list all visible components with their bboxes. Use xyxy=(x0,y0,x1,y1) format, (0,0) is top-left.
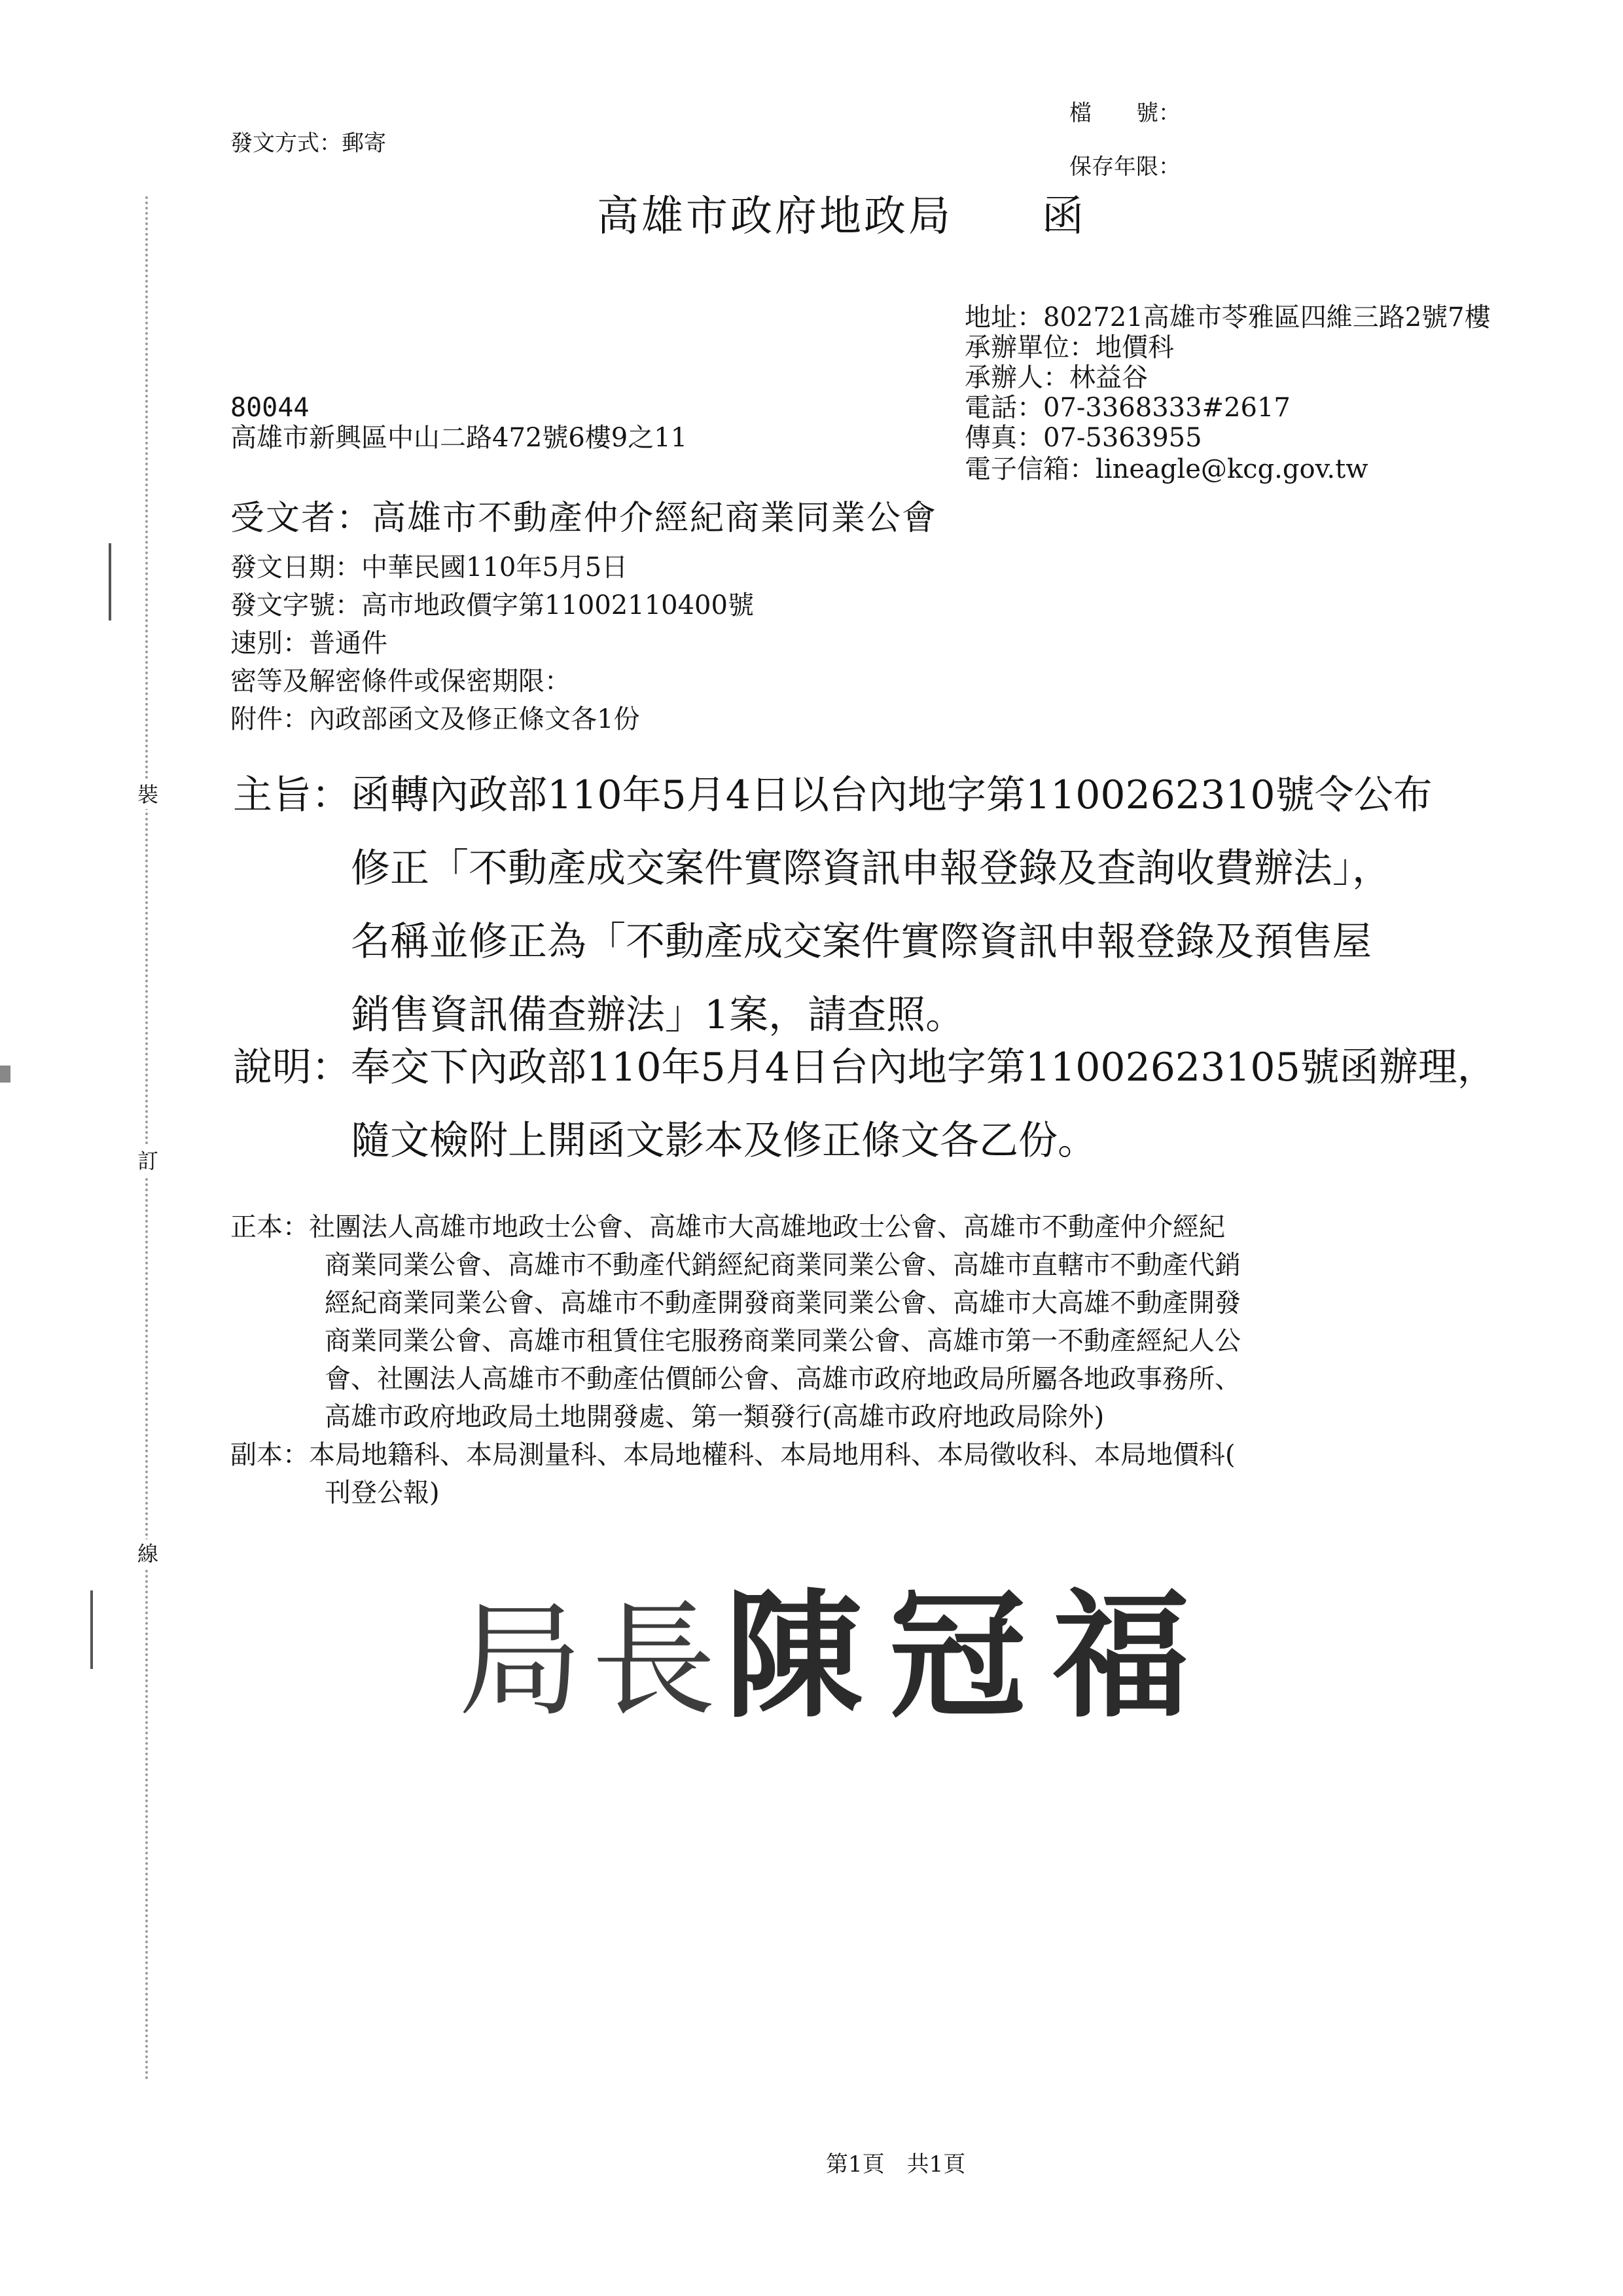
fax-number: 傳真：07-5363955 xyxy=(965,423,1202,453)
document-title: 高雄市政府地政局 函 xyxy=(597,192,1086,241)
document-number: 發文字號：高市地政價字第11002110400號 xyxy=(230,590,754,620)
original-copy-line: 高雄市政府地政局土地開發處、第一類發行(高雄市政府地政局除外) xyxy=(325,1402,1105,1432)
duplicate-copy-line: 副本：本局地籍科、本局測量科、本局地權科、本局地用科、本局徵收科、本局地價科( xyxy=(230,1440,1236,1470)
subject-paragraph xyxy=(233,772,1509,1038)
signature-name: 陳冠福 xyxy=(725,1575,1217,1736)
dispatch-method: 發文方式：郵寄 xyxy=(230,130,386,156)
email-address: 電子信箱：lineagle@kcg.gov.tw xyxy=(965,454,1368,484)
recipient-street-address: 高雄市新興區中山二路472號6樓9之11 xyxy=(230,423,688,453)
postal-code: 80044 xyxy=(230,393,310,423)
phone-number: 電話：07-3368333#2617 xyxy=(965,393,1291,423)
original-copy-line: 會、社團法人高雄市不動產估價師公會、高雄市政府地政局所屬各地政事務所、 xyxy=(325,1364,1241,1394)
binding-mark-xian: 線 xyxy=(137,1539,158,1568)
binding-mark-zhuang: 裝 xyxy=(137,780,158,809)
retention-period-label: 保存年限： xyxy=(1069,154,1181,180)
subject-line: 名稱並修正為「不動產成交案件實際資訊申報登錄及預售屋 xyxy=(351,919,1372,965)
file-number-label: 檔 號： xyxy=(1069,100,1181,126)
subject-line: 修正「不動產成交案件實際資訊申報登錄及查詢收費辦法」， xyxy=(351,846,1391,891)
delivery-speed: 速別：普通件 xyxy=(230,628,387,658)
scan-artifact-mark xyxy=(0,1066,10,1083)
original-copy-line: 正本：社團法人高雄市地政士公會、高雄市大高雄地政士公會、高雄市不動產仲介經紀 xyxy=(230,1212,1225,1242)
original-copy-list xyxy=(230,1208,1241,1436)
original-copy-line: 商業同業公會、高雄市不動產代銷經紀商業同業公會、高雄市直轄市不動產代銷 xyxy=(325,1250,1241,1280)
director-signature xyxy=(458,1575,1217,1736)
duplicate-copy-list xyxy=(230,1436,1236,1512)
confidentiality: 密等及解密條件或保密期限： xyxy=(230,666,571,696)
explanation-line: 說明：奉交下內政部110年5月4日台內地字第11002623105號函辦理， xyxy=(233,1045,1497,1090)
subject-line: 銷售資訊備查辦法」1案，請查照。 xyxy=(351,992,965,1038)
original-copy-line: 經紀商業同業公會、高雄市不動產開發商業同業公會、高雄市大高雄不動產開發 xyxy=(325,1288,1241,1318)
handling-unit: 承辦單位：地價科 xyxy=(965,332,1174,363)
attachment: 附件：內政部函文及修正條文各1份 xyxy=(230,704,640,734)
explanation-paragraph xyxy=(233,1045,1509,1164)
signature-title: 局長 xyxy=(458,1588,726,1733)
binding-mark-ding: 訂 xyxy=(137,1147,158,1175)
explanation-line: 隨文檢附上開函文影本及修正條文各乙份。 xyxy=(351,1118,1097,1164)
original-copy-line: 商業同業公會、高雄市租賃住宅服務商業同業公會、高雄市第一不動產經紀人公 xyxy=(325,1326,1241,1356)
duplicate-copy-line: 刊登公報) xyxy=(325,1478,440,1508)
handling-officer: 承辦人：林益谷 xyxy=(965,363,1148,393)
dispatch-date: 發文日期：中華民國110年5月5日 xyxy=(230,552,628,583)
binding-dotted-line xyxy=(145,196,148,2081)
sender-address: 地址：802721高雄市苓雅區四維三路2號7樓 xyxy=(965,302,1491,332)
page-number: 第1頁 共1頁 xyxy=(826,2151,966,2178)
subject-line: 主旨：函轉內政部110年5月4日以台內地字第1100262310號令公布 xyxy=(233,772,1433,818)
scan-artifact-mark xyxy=(90,1590,93,1669)
scan-artifact-mark xyxy=(109,543,111,620)
recipient: 受文者：高雄市不動產仲介經紀商業同業公會 xyxy=(230,499,938,538)
